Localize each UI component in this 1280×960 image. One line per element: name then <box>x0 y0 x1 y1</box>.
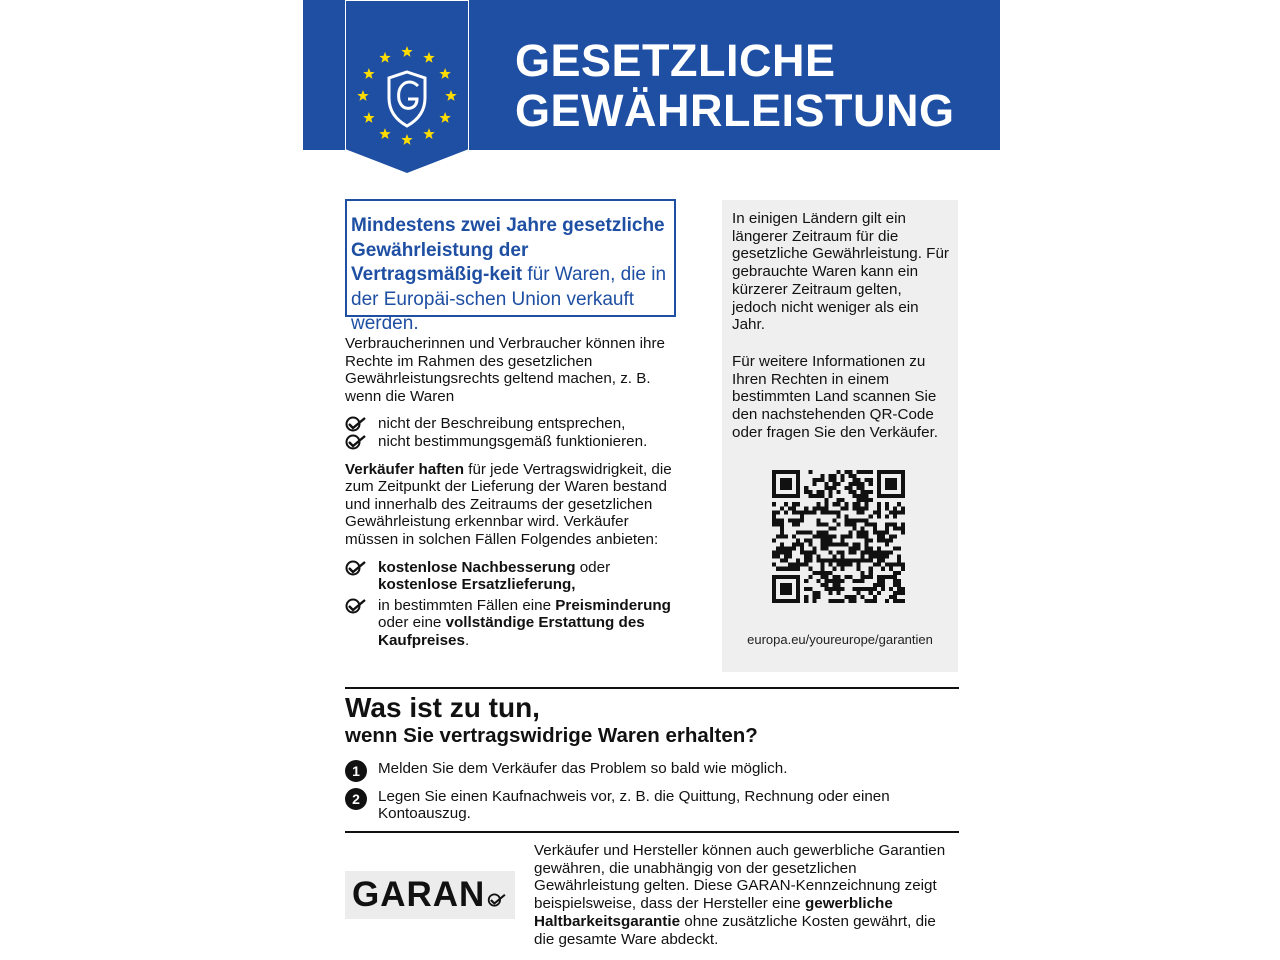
garan-description <box>534 842 960 948</box>
garan-logo <box>345 871 515 919</box>
eu-shield-g-icon <box>345 0 469 174</box>
list-item <box>345 415 685 433</box>
list-item <box>345 760 945 778</box>
title-line-1: GESETZLICHE <box>515 35 836 86</box>
list-item <box>345 788 945 823</box>
garan-logo-text: GARAN <box>352 875 486 914</box>
item2-end: . <box>464 631 470 649</box>
seller-paragraph <box>345 461 685 549</box>
garan-bold: gewerbliche Haltbarkeitsgarantie <box>534 895 893 930</box>
step-text: Melden Sie dem Verkäufer das Problem so bald wie möglich. <box>378 760 788 777</box>
step-number-badge: 1 <box>345 760 367 782</box>
qr-url[interactable]: europa.eu/youreurope/garantien <box>747 632 933 647</box>
garan-post: ohne zusätzliche Kosten gewährt, die die gesamte Ware abdeckt. <box>534 912 936 948</box>
item2-mid: oder eine <box>378 614 446 632</box>
divider <box>345 687 959 689</box>
info-sidebar <box>722 200 958 672</box>
or-text: oder <box>575 558 611 576</box>
list-item <box>345 597 685 650</box>
todo-subtitle: wenn Sie vertragswidrige Waren erhalten? <box>345 724 758 747</box>
page-title <box>515 36 955 136</box>
title-line-2: GEWÄHRLEISTUNG <box>515 85 955 136</box>
step-text: Legen Sie einen Kaufnachweis vor, z. B. die Quittung, Rechnung oder einen Kontoauszug. <box>378 787 890 823</box>
divider <box>345 831 959 833</box>
step-number-badge: 2 <box>345 788 367 810</box>
intro-bold: Mindestens zwei Jahre gesetzliche Gewährleistung der Vertragsmäßig-keit <box>351 215 665 285</box>
garan-pre: Verkäufer und Hersteller können auch gewerbliche Garantien gewähren, die unabhängig von der gesetzlichen Gewährleistung gelten. Diese GARAN-Kennzeichnung zeigt beispielsweise, dass der Hersteller eine <box>534 842 946 913</box>
check-circle-icon <box>345 416 367 432</box>
rights-paragraph: Verbraucherinnen und Verbraucher können ihre Rechte im Rahmen des gesetzlichen Gewährleistungsrechts geltend machen, z. B. wenn die Waren <box>345 335 666 405</box>
seller-rest: für jede Vertragswidrigkeit, die zum Zeitpunkt der Lieferung der Waren bestand und innerhalb des Zeitraums der gesetzlichen Gewährleistung erkennbar wird. Verkäufer müssen in solchen Fällen Folgendes anbieten: <box>345 460 672 548</box>
qr-code-icon[interactable] <box>772 470 905 603</box>
repair-label: kostenlose Nachbesserung <box>378 558 576 576</box>
price-reduction-label: Preisminderung <box>555 596 671 614</box>
rights-list <box>345 415 685 450</box>
rights-item-2: nicht bestimmungsgemäß funktionieren. <box>378 432 648 450</box>
warranty-notice <box>303 0 1000 960</box>
seller-bold: Verkäufer haften <box>345 460 465 478</box>
list-item <box>345 559 685 594</box>
item2-pre: in bestimmten Fällen eine <box>378 596 556 614</box>
intro-rest: für Waren, die in der Europäi-schen Union verkauft werden. <box>351 264 667 334</box>
sidebar-paragraph-2: Für weitere Informationen zu Ihren Rechten in einem bestimmten Land scannen Sie den nachstehenden QR-Code oder fragen Sie den Verkäufer. <box>732 352 939 441</box>
refund-label: vollständige Erstattung des Kaufpreises <box>378 614 645 649</box>
steps-list <box>345 760 945 823</box>
check-circle-icon <box>345 434 367 450</box>
intro-box <box>345 199 676 334</box>
sidebar-paragraph-1: In einigen Ländern gilt ein längerer Zeitraum für die gesetzliche Gewährleistung. Für gebrauchte Waren kann ein kürzerer Zeitraum gelten, jedoch nicht weniger als ein Jahr. <box>732 210 949 334</box>
check-circle-icon <box>345 560 367 576</box>
list-item <box>345 433 685 451</box>
check-circle-icon <box>345 598 367 614</box>
todo-title: Was ist zu tun, <box>345 692 540 723</box>
replacement-label: kostenlose Ersatzlieferung, <box>378 576 576 594</box>
rights-section <box>345 335 685 650</box>
check-circle-icon <box>487 893 507 907</box>
rights-item-1: nicht der Beschreibung entsprechen, <box>378 415 626 433</box>
seller-list <box>345 559 685 650</box>
